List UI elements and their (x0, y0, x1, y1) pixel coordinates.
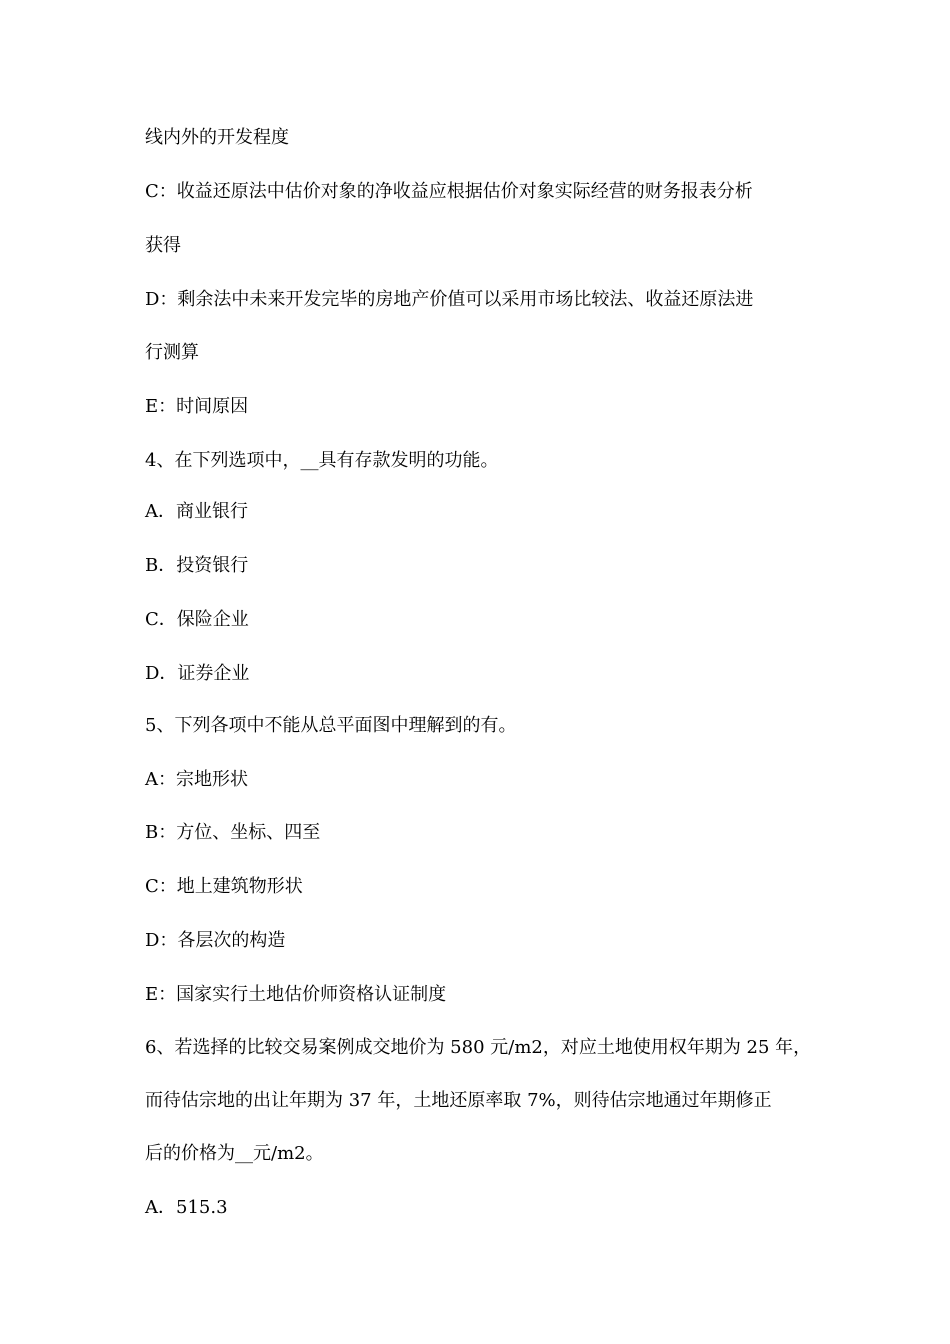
option-a: A．515.3 (145, 1197, 228, 1218)
option-b: B：方位、坐标、四至 (145, 822, 321, 843)
question-5: 5、下列各项中不能从总平面图中理解到的有。 (145, 715, 517, 736)
option-c: C．保险企业 (145, 609, 249, 630)
option-c: C：收益还原法中估价对象的净收益应根据估价对象实际经营的财务报表分析 (145, 181, 753, 202)
text-line: 线内外的开发程度 (145, 127, 289, 148)
option-a: A．商业银行 (145, 501, 248, 522)
option-e: E：国家实行土地估价师资格认证制度 (145, 984, 447, 1005)
option-a: A：宗地形状 (145, 769, 248, 790)
option-d: D：各层次的构造 (145, 930, 286, 951)
text-line: 后的价格为__元/m2。 (145, 1143, 324, 1164)
question-4: 4、在下列选项中，__具有存款发明的功能。 (145, 450, 499, 471)
option-d: D：剩余法中未来开发完毕的房地产价值可以采用市场比较法、收益还原法进 (145, 289, 754, 310)
question-6: 6、若选择的比较交易案例成交地价为 580 元/m2，对应土地使用权年期为 25 年， (145, 1037, 812, 1058)
option-b: B．投资银行 (145, 555, 249, 576)
option-d: D．证券企业 (145, 663, 250, 684)
option-c: C：地上建筑物形状 (145, 876, 303, 897)
text-line: 获得 (145, 235, 181, 256)
text-line: 而待估宗地的出让年期为 37 年，土地还原率取 7%，则待估宗地通过年期修正 (145, 1090, 772, 1111)
text-line: 行测算 (145, 342, 199, 363)
option-e: E：时间原因 (145, 396, 249, 417)
